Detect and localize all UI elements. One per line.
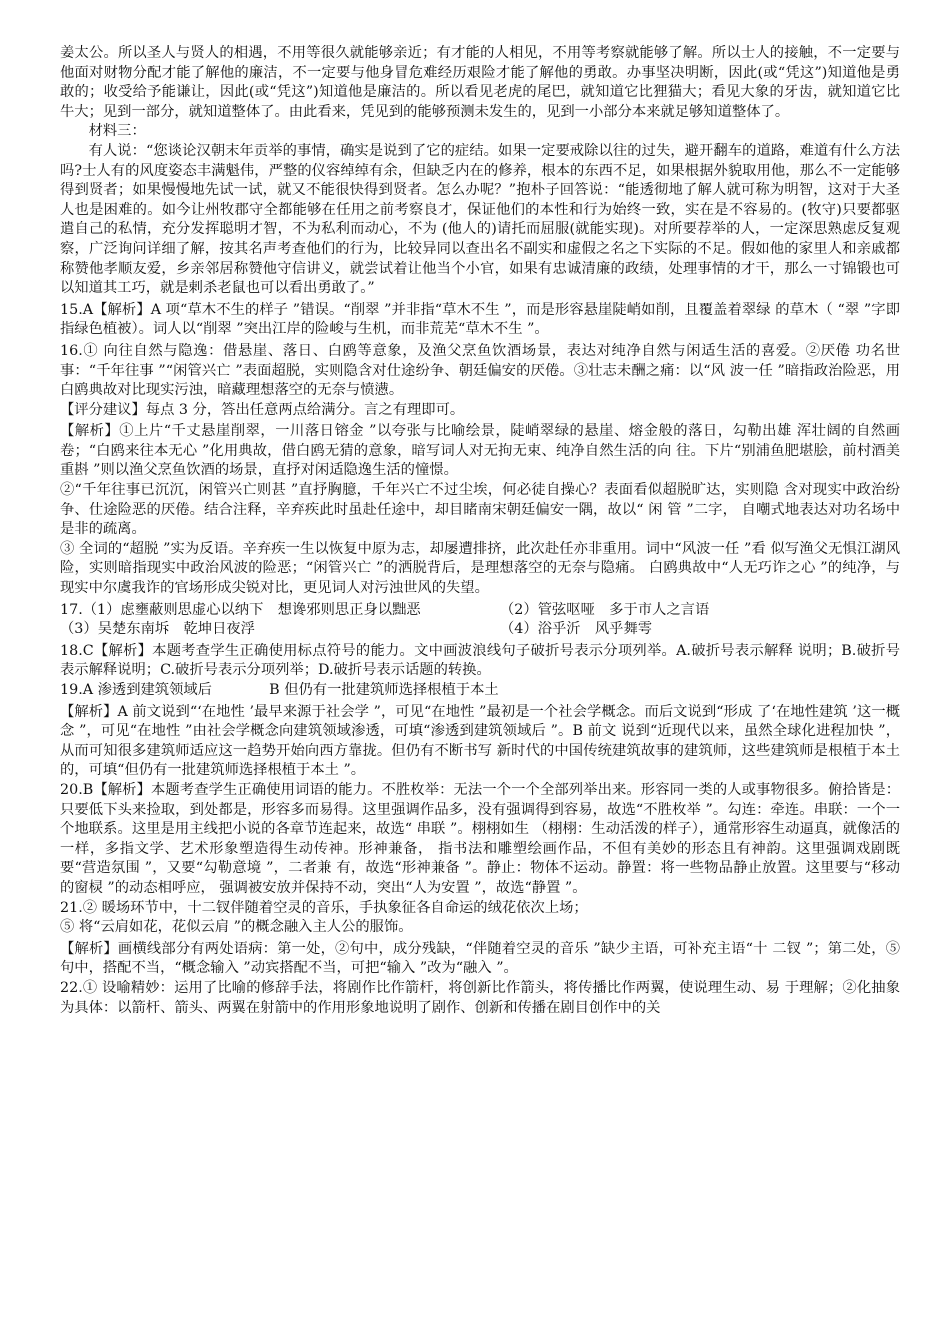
analysis-16-part3: ③ 全词的“超脱 ”实为反语。辛弃疾一生以恢复中原为志，却屡遭排挤，此次赴任亦非重用。词中“风波一任 ”看 似写渔父无惧江湖风险，实则暗指现实中政治风波的险恶；“闲管兴亡 ”的洒脱背后，是理想落空的无奈与隐痛。 白鸥典故中“人无巧诈之心 ”的纯净，与现实中尔虞我诈的官场形成尖锐对比，更见词人对污浊世风的失望。 <box>60 540 900 597</box>
answer-21-part1: 21.② 暖场环节中，十二钗伴随着空灵的音乐，手执象征各自命运的绒花依次上场； <box>60 899 588 916</box>
document-page <box>60 44 900 1018</box>
analysis-16-part2: ②“千年往事已沉沉，闲管兴亡则甚 ”直抒胸臆，千年兴亡不过尘埃，何必徒自操心？表面看似超脱旷达，实则隐 含对现实中政治纷争、仕途险恶的厌倦。结合注释，辛弃疾此时虽赴任途中，却目睹南宋朝廷偏安一隅，故以“ 闲 管 ”二字， 自嘲式地表达对功名场中是非的疏离。 <box>60 482 900 538</box>
answer-15: 15.A【解析】A 项“草木不生的样子 ”错误。“削翠 ”并非指“草木不生 ”，而是形容悬崖陡峭如削，且覆盖着翠绿 的草木（ “翠 ”字即指绿色植被）。词人以“削翠 ”突出江岸的险峻与生机，而非荒芜“草木不生 ”。 <box>60 301 900 338</box>
material3-heading: 材料三： <box>88 123 146 140</box>
answer-17-row1 <box>60 601 900 621</box>
answer-20: 20.B【解析】本题考查学生正确使用词语的能力。不胜枚举：无法一个一个全部列举出来。形容同一类的人或事物很多。俯拾皆是：只要低下头来捡取，到处都是，形容多而易得。这里强调作品多，没有强调得到容易，故选“不胜枚举 ”。勾连：牵连。串联：一个一个地联系。这里是用主线把小说的各章节连起来，故选“ 串联 ”。栩栩如生 （栩栩：生动活泼的样子），通常形容生动逼真，就像活的一样，多指文学、艺术形象塑造得生动传神。形神兼备， 指书法和雕塑绘画作品，不但有美妙的形态且有神韵。这里强调戏剧既要“营造氛围 ”，又要“勾勒意境 ”，二者兼 有，故选“形神兼备 ”。静止：物体不运动。静置：将一些物品静止放置。这里要与“移动的窗棂 ”的动态相呼应， 强调被安放并保持不动，突出“人为安置 ”，故选“静置 ”。 <box>60 781 900 896</box>
answer-21-part2: ⑤ 将“云肩如花，花似云肩 ”的概念融入主人公的服饰。 <box>60 919 413 936</box>
answer-17-item4: （4）浴乎沂 风乎舞雩 <box>500 621 653 638</box>
paragraph-material2-end: 姜太公。所以圣人与贤人的相遇，不用等很久就能够亲近；有才能的人相见，不用等考察就能够了解。所以士人的接触，不一定要与他面对财物分配才能了解他的廉洁，不一定要与他身冒危难经历艰险才能了解他的勇敢。办事坚决明断，因此(或“凭这”)知道他是勇敢的；收受给予能谦让，因此(或“凭这”)知道他是廉洁的。所以看见老虎的尾巴，就知道它比狸猫大；看见大象的牙齿，就知道它比牛大；见到一部分，就知道整体了。由此看来，凭见到的能够预测未发生的，见到一小部分本来就足够知道整体了。 <box>60 45 900 120</box>
answer-18: 18.C【解析】本题考查学生正确使用标点符号的能力。文中画波浪线句子破折号表示分项列举。A.破折号表示解释 说明；B.破折号表示解释说明；C.破折号表示分项列举；D.破折号表示话题的转换。 <box>60 642 900 679</box>
scoring-note-16: 【评分建议】每点 3 分，答出任意两点给满分。言之有理即可。 <box>60 401 465 418</box>
answer-17-item2: （2）管弦呕哑 多于市人之言语 <box>500 601 710 618</box>
answer-22: 22.① 设喻精妙：运用了比喻的修辞手法，将剧作比作箭杆，将创新比作箭头，将传播比作两翼，使说理生动、易 于理解；②化抽象为具体：以箭杆、箭头、两翼在射箭中的作用形象地说明了剧作、创新和传播在剧目创作中的关 <box>60 979 900 1016</box>
paragraph-material3: 有人说：“您谈论汉朝末年贡举的事情，确实是说到了它的症结。如果一定要戒除以往的过失，避开翻车的道路，难道有什么方法吗?士人有的风度姿态丰满魁伟，严整的仪容绰绰有余，但缺乏内在的修养，根本的东西不足，如果根据外貌取用他，那么不一定能够得到贤者；如果慢慢地先试一试，就又不能很快得到贤者。怎么办呢？”抱朴子回答说：“能透彻地了解人就可称为明智，这对于大圣人也是困难的。如今让州牧郡守全都能够在任用之前考察良才，保证他们的本性和行为始终一致，实在是不容易的。(牧守)只要都驱遣自己的私情，充分发挥聪明才智，不为私利而动心，不为 (他人的)请托而屈服(就能实现)。对所要荐举的人，一定深思熟虑反复观察，广泛询问详细了解，按其名声考查他们的行为，比较异同以查出名不副实和虚假之名之下实际的不足。假如他的家里人和亲戚都称赞他孝顺友爱，乡亲邻居称赞他守信讲义，就尝试着让他当个小官，如果有忠诚清廉的政绩，处理事情的才干，那么一寸锦锻也可以知道其工巧，就是剌杀老鼠也可以看出勇敢了。” <box>60 142 900 297</box>
answer-17-row2 <box>60 620 900 640</box>
answer-17-item3: （3）吴楚东南坼 乾坤日夜浮 <box>60 621 255 638</box>
answer-17-item1: 17.（1）虑壅蔽则思虚心以纳下 想谗邪则思正身以黜恶 <box>60 601 421 618</box>
analysis-19: 【解析】A 前文说到“‘在地性 ’最早来源于社会学 ”，可见“在地性 ”最初是一个社会学概念。而后文说到“形成 了‘在地性建筑 ’这一概念 ”，可见“在地性 ”由社会学概念向建筑领域渗透，可填“渗透到建筑领域后 ”。B 前文 说到“近现代以来，虽然全球化进程加快 ”，从而可知很多建筑师适应这一趋势开始向西方靠拢。但仍有不断书写 新时代的中国传统建筑故事的建筑师，这些建筑师是根植于本土的，可填“但仍有一批建筑师选择根植于本土 ”。 <box>60 703 900 779</box>
answer-16: 16.① 向往自然与隐逸：借悬崖、落日、白鸥等意象，及渔父烹鱼饮酒场景，表达对纯净自然与闲适生活的喜爱。②厌倦 功名世事：“千年往事 ”“闲管兴亡 ”表面超脱，实则隐含对仕途纷争、朝廷偏安的厌倦。③壮志未酬之痛：以“风 波一任 ”暗指政治险恶，用白鸥典故对比现实污浊，暗藏理想落空的无奈与愤懑。 <box>60 342 900 399</box>
analysis-21: 【解析】画横线部分有两处语病：第一处，②句中，成分残缺，“伴随着空灵的音乐 ”缺少主语，可补充主语“十 二钗 ”；第二处，⑤句中，搭配不当，“概念输入 ”动宾搭配不当，可把“输入 ”改为“融入 ”。 <box>60 940 900 977</box>
analysis-16-part1: 【解析】①上片“千丈悬崖削翠，一川落日镕金 ”以夸张与比喻绘景，陡峭翠绿的悬崖、熔金般的落日，勾勒出雄 浑壮阔的自然画卷；“白鸥来往本无心 ”化用典故，借白鸥无猜的意象，暗写词人对无拘无束、纯净自然生活的向 往。下片“别浦鱼肥堪脍，前村酒美重斟 ”则以渔父烹鱼饮酒的场景，直抒对闲适隐逸生活的憧憬。 <box>60 423 900 479</box>
answer-19: 19.A 渗透到建筑领域后 B 但仍有一批建筑师选择根植于本土 <box>60 682 499 698</box>
